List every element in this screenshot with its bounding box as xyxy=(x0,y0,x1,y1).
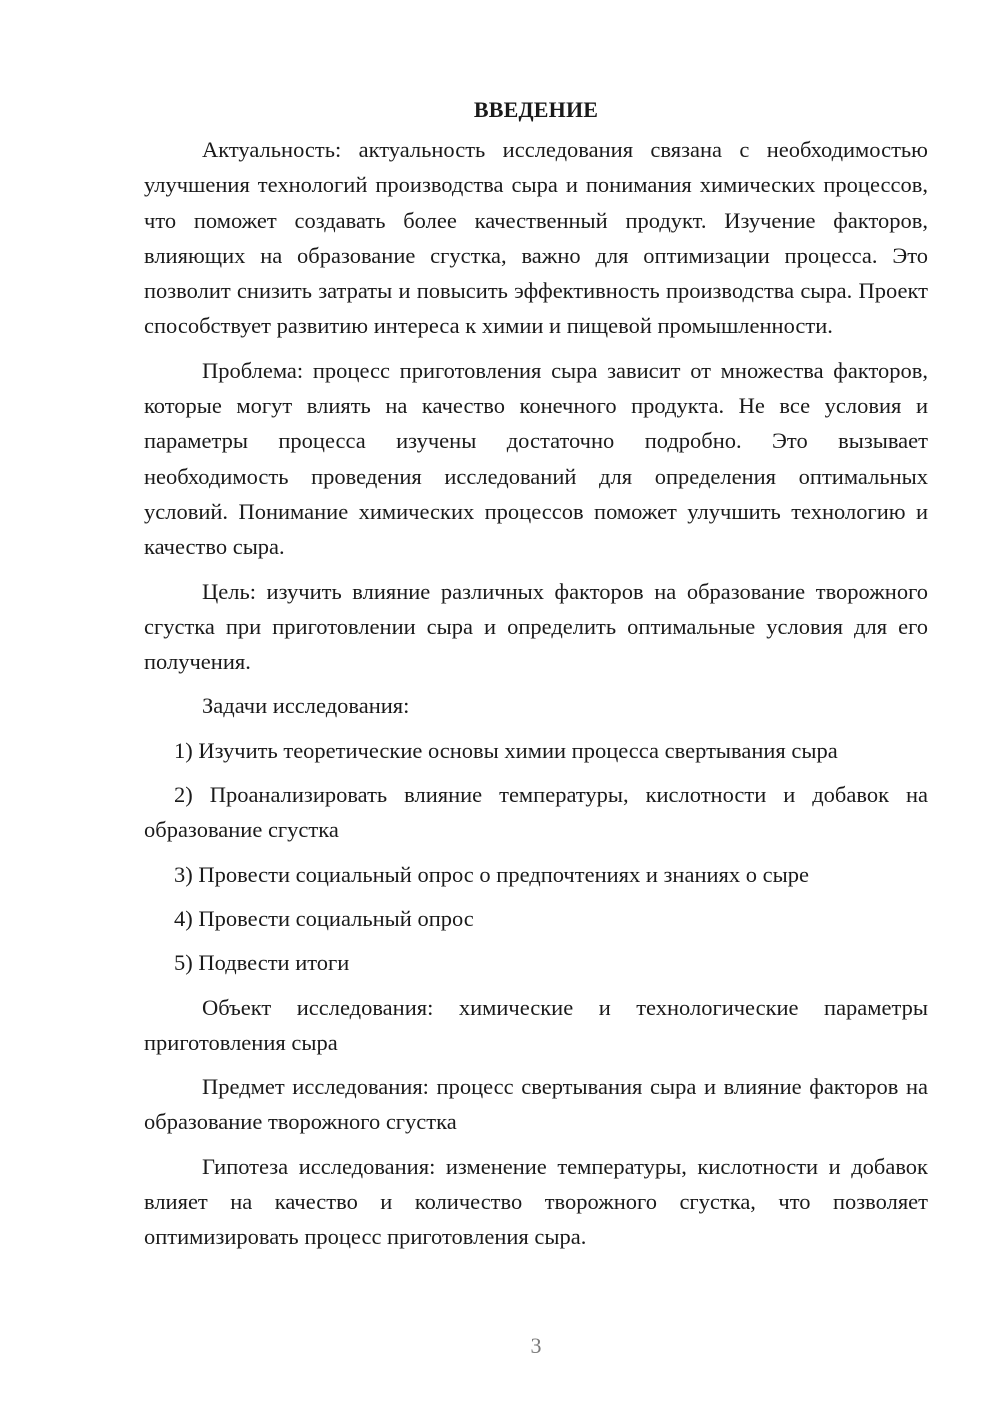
hypothesis-paragraph: Гипотеза исследования: изменение температуры, кислотности и добавок влияет на качество и количество творожного сгустка, что позволяет оптимизировать процесс приготовления сыра. xyxy=(144,1153,928,1250)
document-page xyxy=(144,92,928,1264)
tasks-list xyxy=(144,733,928,981)
section-heading: ВВЕДЕНИЕ xyxy=(473,97,599,122)
object-paragraph: Объект исследования: химические и технологические параметры приготовления сыра xyxy=(144,994,928,1055)
tasks-intro: Задачи исследования: xyxy=(202,693,410,719)
list-item: 2) Проанализировать влияние температуры, кислотности и добавок на образование сгустка xyxy=(144,782,928,843)
list-item: 3) Провести социальный опрос о предпочтениях и знаниях о сыре xyxy=(174,861,809,887)
subject-paragraph: Предмет исследования: процесс свертывания сыра и влияние факторов на образование творожного сгустка xyxy=(144,1074,928,1135)
list-item: 1) Изучить теоретические основы химии процесса свертывания сыра xyxy=(174,737,838,763)
list-item: 5) Подвести итоги xyxy=(174,950,350,976)
problem-paragraph: Проблема: процесс приготовления сыра зависит от множества факторов, которые могут влиять на качество конечного продукта. Не все условия и параметры процесса изучены достаточно подробно. Это вызывает необходимость проведения исследований для определения оптимальных условий. Понимание химических процессов поможет улучшить технологию и качество сыра. xyxy=(144,357,928,560)
list-item: 4) Провести социальный опрос xyxy=(174,905,474,931)
relevance-paragraph: Актуальность: актуальность исследования связана с необходимостью улучшения технологий производства сыра и понимания химических процессов, что поможет создавать более качественный продукт. Изучение факторов, влияющих на образование сгустка, важно для оптимизации процесса. Это позволит снизить затраты и повысить эффективность производства сыра. Проект способствует развитию интереса к химии и пищевой промышленности. xyxy=(144,137,928,339)
page-number: 3 xyxy=(530,1333,542,1358)
goal-paragraph: Цель: изучить влияние различных факторов на образование творожного сгустка при приготовлении сыра и определить оптимальные условия для его получения. xyxy=(144,578,928,675)
